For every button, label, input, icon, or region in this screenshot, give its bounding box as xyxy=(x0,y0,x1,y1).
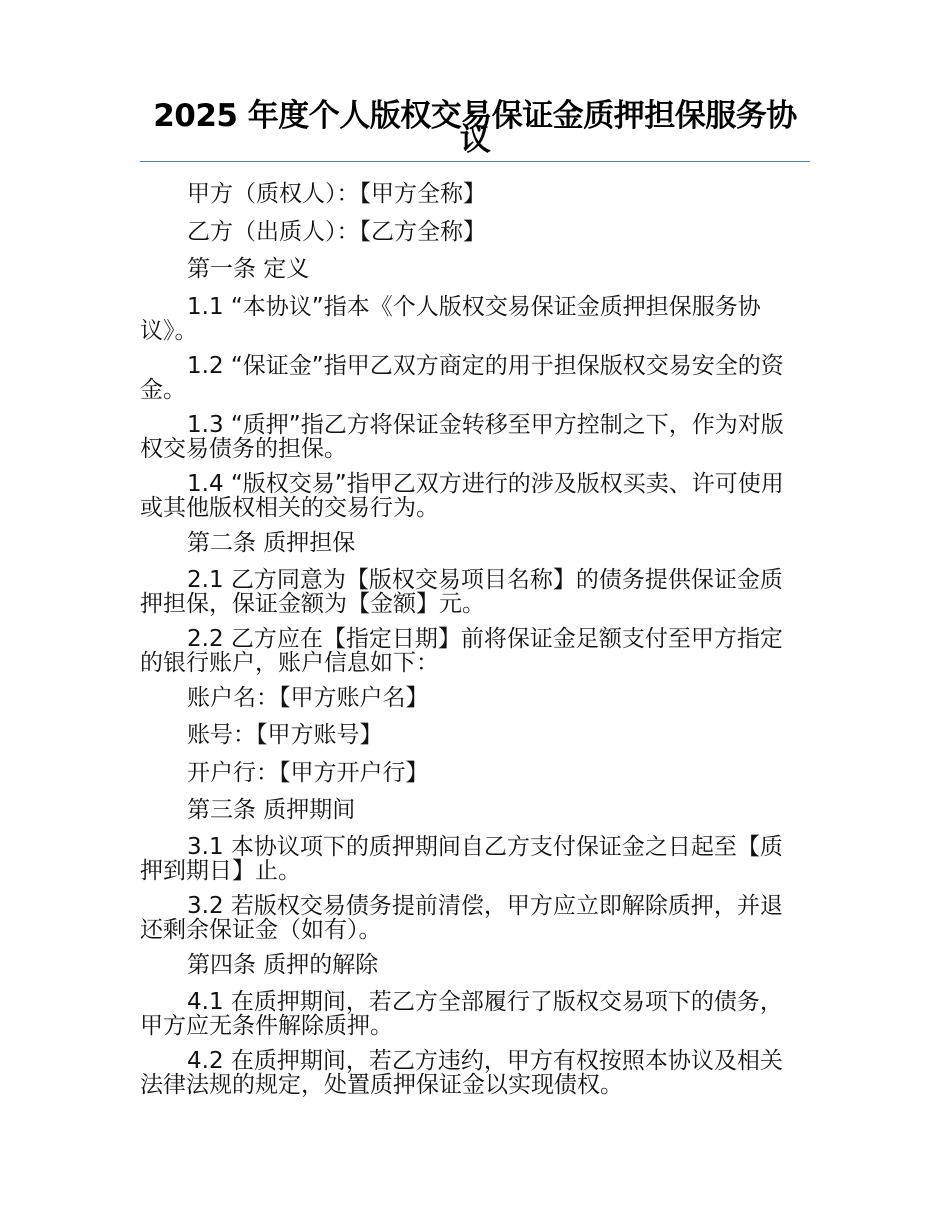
party-b-line: 乙方（出质人）：【乙方全称】 xyxy=(187,219,486,245)
account-number-line: 账号：【甲方账号】 xyxy=(187,722,383,748)
article-2-heading: 第二条 质押担保 xyxy=(187,530,356,556)
clause-3-1: 3.1 本协议项下的质押期间自乙方支付保证金之日起至【质押到期日】止。 xyxy=(140,834,783,884)
clause-2-2: 2.2 乙方应在【指定日期】前将保证金足额支付至甲方指定的银行账户，账户信息如下： xyxy=(140,626,783,676)
bank-line: 开户行：【甲方开户行】 xyxy=(187,760,429,786)
clause-1-4: 1.4 “版权交易”指甲乙双方进行的涉及版权买卖、许可使用或其他版权相关的交易行为。 xyxy=(140,471,784,521)
clause-4-1: 4.1 在质押期间，若乙方全部履行了版权交易项下的债务，甲方应无条件解除质押。 xyxy=(140,989,783,1039)
clause-4-2: 4.2 在质押期间，若乙方违约，甲方有权按照本协议及相关法律法规的规定，处置质押保证金以实现债权。 xyxy=(140,1048,783,1098)
article-1-heading: 第一条 定义 xyxy=(187,256,310,282)
article-4-heading: 第四条 质押的解除 xyxy=(187,952,379,978)
party-a-line: 甲方（质权人）：【甲方全称】 xyxy=(187,181,486,207)
document-title: 2025 年度个人版权交易保证金质押担保服务协议 xyxy=(153,98,797,158)
clause-3-2: 3.2 若版权交易债务提前清偿，甲方应立即解除质押，并退还剩余保证金（如有）。 xyxy=(140,893,783,943)
clause-2-1: 2.1 乙方同意为【版权交易项目名称】的债务提供保证金质押担保，保证金额为【金额】元。 xyxy=(140,567,783,617)
clause-1-3: 1.3 “质押”指乙方将保证金转移至甲方控制之下，作为对版权交易债务的担保。 xyxy=(140,412,784,462)
article-3-heading: 第三条 质押期间 xyxy=(187,797,356,823)
clause-1-2: 1.2 “保证金”指甲乙双方商定的用于担保版权交易安全的资金。 xyxy=(140,353,784,403)
clause-1-1: 1.1 “本协议”指本《个人版权交易保证金质押担保服务协议》。 xyxy=(140,294,761,344)
account-name-line: 账户名：【甲方账户名】 xyxy=(187,685,429,711)
title-underline xyxy=(140,161,810,162)
